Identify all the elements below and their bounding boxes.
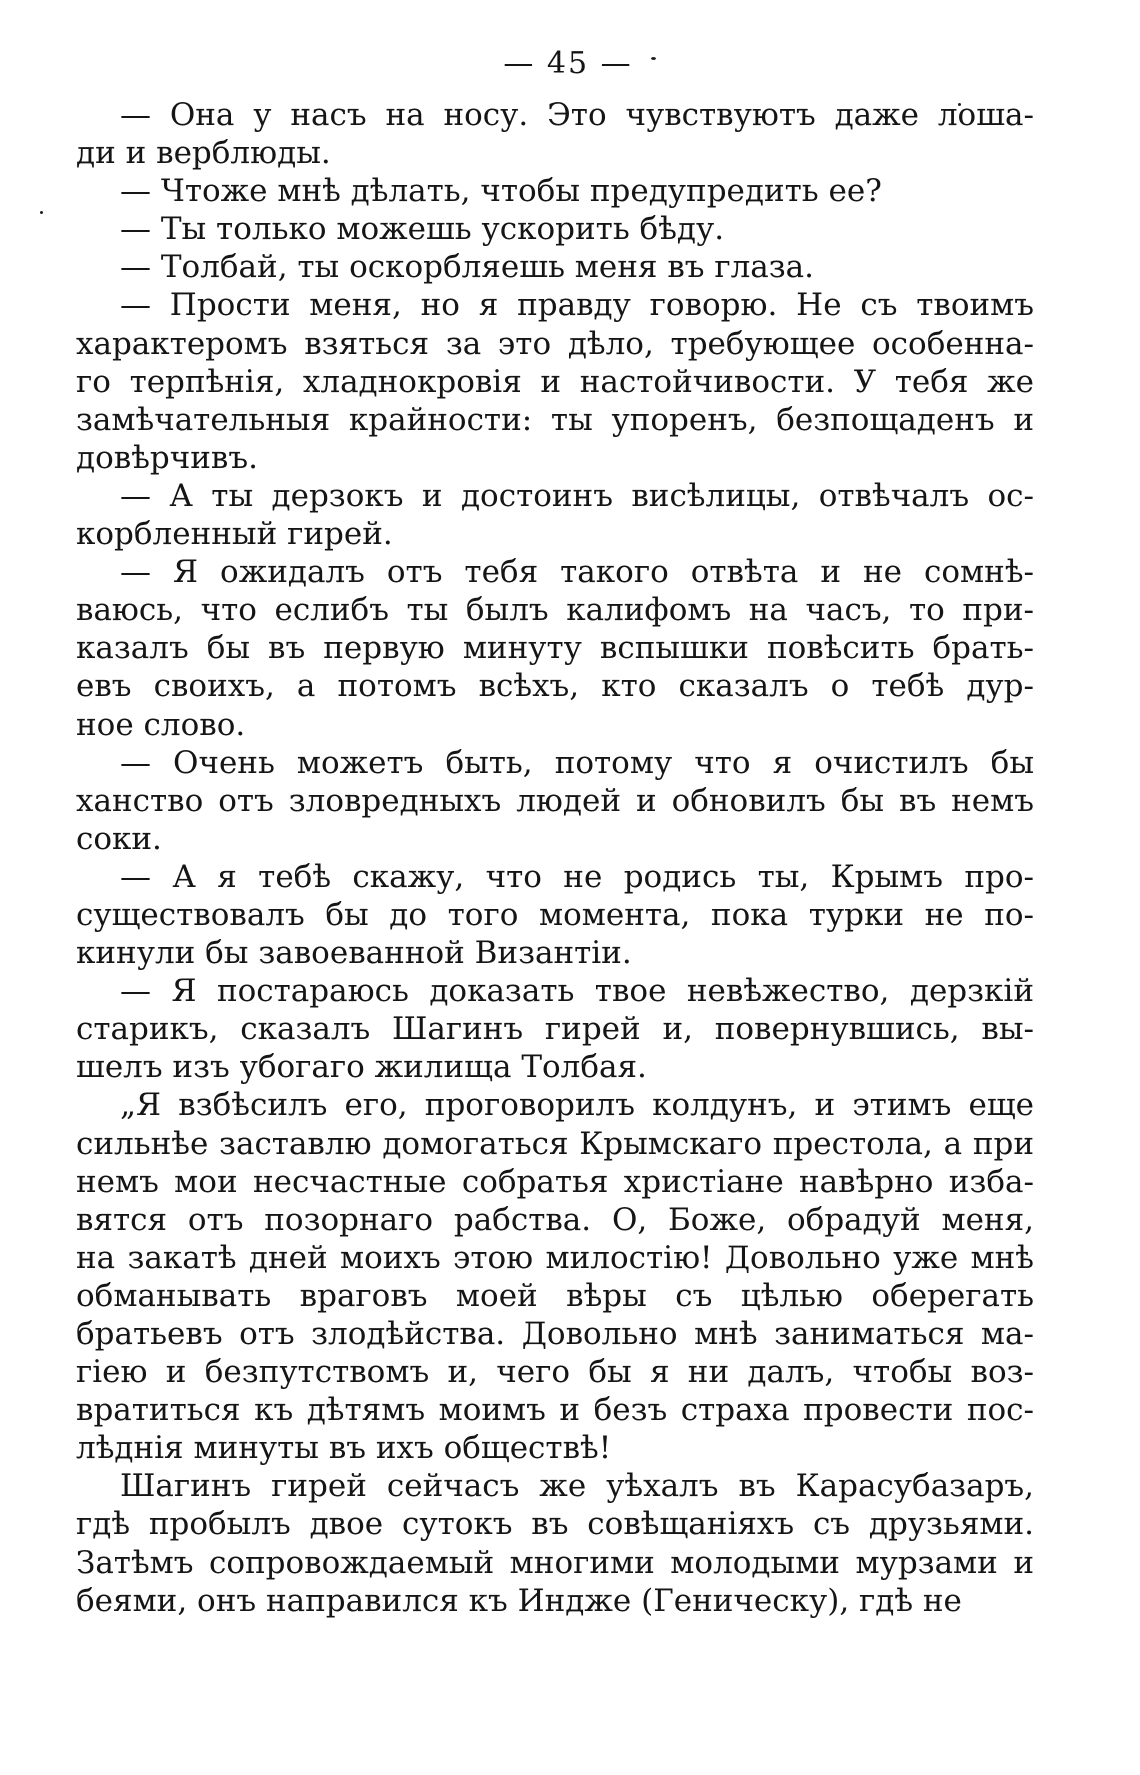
text-line: лѣднія минуты въ ихъ обществѣ! [76,1430,612,1467]
text-line: гдѣ пробылъ двое сутокъ въ совѣщаніяхъ съ друзьями. [76,1506,1034,1543]
text-line: ханство отъ зловредныхъ людей и обновилъ бы въ немъ [76,782,1034,819]
text-line: на закатѣ дней моихъ этою милостію! Довольно уже мнѣ [76,1239,1034,1276]
text-line: гіею и безпутствомъ и, чего бы я ни далъ, чтобы воз- [76,1354,1034,1391]
text-line: довѣрчивъ. [76,439,258,476]
paragraph [76,96,1034,172]
text-line: ваюсь, что еслибъ ты былъ калифомъ на часъ, то при- [76,592,1034,629]
paragraph [76,210,1034,248]
text-line: го терпѣнія, хладнокровія и настойчивости. У тебя же [76,363,1034,400]
paragraph [76,477,1034,553]
text-line: казалъ бы въ первую минуту вспышки повѣсить брать- [76,630,1034,667]
text-line: — Я постараюсь доказать твое невѣжество, дерзкій [120,973,1034,1010]
text-line: „Я взбѣсилъ его, проговорилъ колдунъ, и этимъ еще [120,1087,1034,1124]
text-line: обманывать враговъ моей вѣры съ цѣлью оберегать [76,1277,1034,1314]
paragraph [76,744,1034,858]
text-line: сильнѣе заставлю домогаться Крымскаго престола, а при [76,1125,1034,1162]
paragraph [76,286,1034,476]
text-line: — А ты дерзокъ и достоинъ висѣлицы, отвѣчалъ ос- [120,477,1034,514]
text-line: корбленный гирей. [76,516,393,553]
text-line: братьевъ отъ злодѣйства. Довольно мнѣ заниматься ма- [76,1316,1034,1352]
ink-speck [40,211,43,214]
paragraph [76,972,1034,1086]
text-line: вятся отъ позорнаго рабства. О, Боже, обрадуй меня, [76,1201,1034,1238]
text-line: — Ты только можешь ускорить бѣду. [120,211,725,248]
text-line: — А я тебѣ скажу, что не родись ты, Крымъ про- [120,858,1034,895]
text-line: характеромъ взяться за это дѣло, требующее особенна- [76,325,1034,362]
text-line: шелъ изъ убогаго жилища Толбая. [76,1049,647,1086]
text-line: кинули бы завоеванной Византіи. [76,935,632,972]
text-line: вратиться къ дѣтямъ моимъ и безъ страха провести пос- [76,1392,1034,1429]
text-line: — Очень можетъ быть, потому что я очистилъ бы [120,744,1034,781]
text-line: — Прости меня, но я правду говорю. Не съ твоимъ [120,287,1034,324]
text-line: Затѣмъ сопровождаемый многими молодыми мурзами и [76,1544,1034,1581]
paragraph [76,172,1034,210]
text-line: евъ своихъ, а потомъ всѣхъ, кто сказалъ о тебѣ дур- [76,668,1034,705]
text-line: ное слово. [76,706,246,743]
paragraph [76,1086,1034,1467]
text-line: ди и верблюды. [76,135,331,172]
book-page [76,44,1034,1620]
paragraph [76,553,1034,743]
text-line: немъ мои несчастные собратья христіане навѣрно изба- [76,1163,1034,1200]
paragraph [76,858,1034,972]
text-line: замѣчательныя крайности: ты упоренъ, безпощаденъ и [76,401,1034,438]
text-line: — Я ожидалъ отъ тебя такого отвѣта и не сомнѣ- [120,554,1034,591]
paragraph [76,248,1034,286]
paragraph [76,1467,1034,1619]
text-line: Шагинъ гирей сейчасъ же уѣхалъ въ Карасубазаръ, [120,1468,1034,1505]
page-number: — 45 — [503,46,633,81]
text-line: — Она у насъ на носу. Это чувствуютъ даже лоша- [120,97,1034,133]
page-body-text [76,96,1034,1620]
text-line: — Чтоже мнѣ дѣлать, чтобы предупредить ее? [120,173,882,210]
text-line: старикъ, сказалъ Шагинъ гирей и, повернувшись, вы- [76,1011,1034,1048]
text-line: существовалъ бы до того момента, пока турки не по- [76,896,1034,933]
text-line: — Толбай, ты оскорбляешь меня въ глаза. [120,249,815,286]
text-line: беями, онъ направился къ Индже (Геническу), гдѣ не [76,1582,962,1619]
text-line: соки. [76,820,162,857]
